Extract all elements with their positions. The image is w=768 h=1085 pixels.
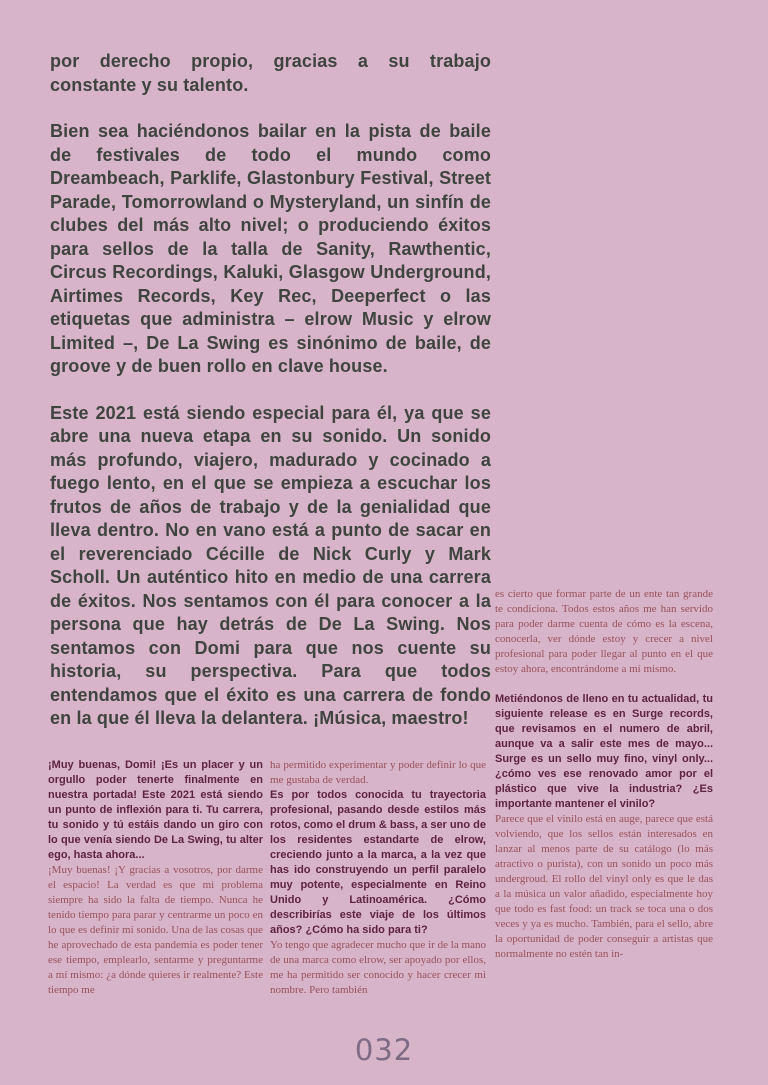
interview-column-left	[48, 758, 263, 998]
interview-question: Es por todos conocida tu trayectoria profesional, pasando desde estilos más rotos, como el drum & bass, a ser uno de los residentes estandarte de elrow, creciendo junto a la marca, a la vez que has ido construyendo un perfil paralelo muy potente, especialmente en Reino Unido y Latinoamérica. ¿Cómo describirías este viaje de los últimos años? ¿Cómo ha sido para ti?	[270, 789, 486, 936]
intro-paragraph-1: por derecho propio, gracias a su trabajo constante y su talento.	[50, 51, 491, 95]
interview-answer: es cierto que formar parte de un ente tan grande te condiciona. Todos estos años me han servido para poder darme cuenta de cómo es la escena, conocerla, ver dónde estoy y crecer a nivel profesional para poder llegar al punto en el que estoy ahora, encontrándome a mí mismo.	[495, 588, 713, 675]
interview-answer: ha permitido experimentar y poder definir lo que me gustaba de verdad.	[270, 759, 486, 786]
interview-answer: Parece que el vinilo está en auge, parece que está volviendo, que los sellos están interesados en lanzar al menos parte de su catálogo (lo más atractivo o purista), con un sonido un poco más undergroud. El rollo del vinyl only es que le das a la música un valor añadido, especialmente hoy que todo es fast food: un track se toca una o dos veces y ya es mucho. También, para el sello, abre la oportunidad de poder conseguir a artistas que normalmente no estén tan in-	[495, 813, 713, 960]
intro-paragraph-3: Este 2021 está siendo especial para él, ya que se abre una nueva etapa en su sonido. Un sonido más profundo, viajero, madurado y cocinado a fuego lento, en el que se empieza a escuchar los frutos de años de trabajo y de la genialidad que lleva dentro. No en vano está a punto de sacar en el reverenciado Cécille de Nick Curly y Mark Scholl. Un auténtico hito en medio de una carrera de éxitos. Nos sentamos con él para conocer a la persona que hay detrás de De La Swing. Nos sentamos con Domi para que nos cuente su historia, su perspectiva. Para que todos entendamos que el éxito es una carrera de fondo en la que él lleva la delantera. ¡Música, maestro!	[50, 402, 491, 728]
interview-answer: Yo tengo que agradecer mucho que ir de la mano de una marca como elrow, ser apoyado por ellos, me ha permitido ser conocido y hacer crecer mi nombre. Pero también	[270, 939, 486, 996]
interview-column-right	[495, 587, 713, 962]
interview-question: Metiéndonos de lleno en tu actualidad, tu siguiente release es en Surge records, que revisamos en el numero de abril, aunque va a salir este mes de mayo... Surge es un sello muy fino, vinyl only... ¿cómo ves ese renovado amor por el plástico que vive la industria? ¿Es importante mantener el vinilo?	[495, 693, 713, 810]
interview-column-middle	[270, 758, 486, 998]
interview-question: ¡Muy buenas, Domi! ¡Es un placer y un orgullo poder tenerte finalmente en nuestra portada! Este 2021 está siendo un punto de inflexión para ti. Tu carrera, tu sonido y tú estáis dando un giro con lo que venía siendo De La Swing, tu alter ego, hasta ahora...	[48, 759, 263, 861]
intro-paragraph-2: Bien sea haciéndonos bailar en la pista de baile de festivales de todo el mundo como Dreambeach, Parklife, Glastonbury Festival, Street Parade, Tomorrowland o Mysteryland, un sinfín de clubes del más alto nivel; o produciendo éxitos para sellos de la talla de Sanity, Rawthentic, Circus Recordings, Kaluki, Glasgow Underground, Airtimes Records, Key Rec, Deeperfect o las etiquetas que administra – elrow Music y elrow Limited –, De La Swing es sinónimo de baile, de groove y de buen rollo en clave house.	[50, 121, 491, 376]
page-number: 032	[354, 1033, 414, 1067]
interview-answer: ¡Muy buenas! ¡Y gracias a vosotros, por darme el espacio! La verdad es que mi problema siempre ha sido la falta de tiempo. Nunca he tenido tiempo para parar y centrarme un poco en lo que es definir mi sonido. Una de las cosas que he aprovechado de esta pandemia es poder tener ese tiempo, emplearlo, sentarme y preguntarme a mí mismo: ¿a dónde quieres ir realmente? Este tiempo me	[48, 864, 263, 996]
intro-block	[50, 50, 491, 731]
